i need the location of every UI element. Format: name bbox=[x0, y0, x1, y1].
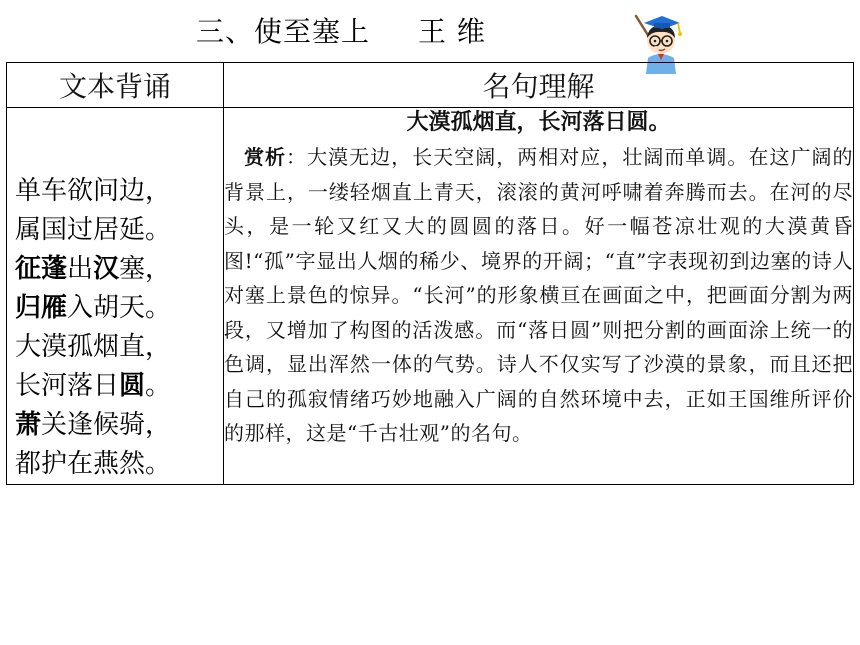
poem-line bbox=[15, 367, 223, 406]
poem-emphasis-char: 萧 bbox=[15, 410, 42, 440]
page-title bbox=[196, 10, 486, 50]
poem-title: 三、使至塞上 bbox=[196, 15, 371, 48]
table-header-row bbox=[7, 63, 854, 108]
poem-table bbox=[6, 62, 854, 485]
header-recitation: 文本背诵 bbox=[7, 63, 224, 108]
table-row bbox=[7, 108, 854, 485]
poem-line bbox=[15, 289, 223, 328]
poem-text-segment: 单车欲问边， bbox=[15, 176, 172, 206]
poem-line bbox=[15, 172, 223, 211]
analysis-cell bbox=[224, 108, 854, 485]
analysis-text: ：大漠无边，长天空阔，两相对应，壮阔而单调。在这广阔的背景上，一缕轻烟直上青天，滚滚的黄河呼啸着奔腾而去。在河的尽头，是一轮又红又大的圆圆的落日。好一幅苍凉壮观的大漠黄昏图!“孤”字显出人烟的稀少、境界的开阔；“直”字表现初到边塞的诗人对塞上景色的惊异。“长河”的形象横亘在画面之中，把画面分割为两段，又增加了构图的活泼感。而“落日圆”则把分割的画面涂上统一的色调，显出浑然一体的气势。诗人不仅实写了沙漠的景象，而且还把自己的孤寂情绪巧妙地融入广阔的自然环境中去，正如王国维所评价的那样，这是“千古壮观”的名句。 bbox=[224, 145, 854, 445]
poem-text-segment: 入胡天。 bbox=[67, 293, 172, 323]
poem-emphasis-char: 征蓬 bbox=[15, 254, 68, 284]
poem-emphasis-char: 圆 bbox=[119, 371, 146, 401]
header-understanding: 名句理解 bbox=[224, 63, 854, 108]
poem-text-segment: 长河落日 bbox=[15, 371, 120, 401]
poem-line bbox=[15, 211, 223, 250]
poem-line bbox=[15, 250, 223, 289]
poem-line bbox=[15, 328, 223, 367]
poem-emphasis-char: 汉 bbox=[93, 254, 120, 284]
poem-cell bbox=[7, 108, 224, 485]
poem-text-segment: 关逢候骑， bbox=[41, 410, 172, 440]
poem-author: 王 维 bbox=[418, 15, 486, 48]
poem-line bbox=[15, 445, 223, 484]
famous-line: 大漠孤烟直，长河落日圆。 bbox=[406, 110, 671, 135]
analysis-paragraph bbox=[224, 140, 853, 451]
poem-text-segment: 。 bbox=[145, 371, 172, 401]
analysis-label: 赏析 bbox=[244, 145, 287, 169]
poem-text bbox=[7, 108, 223, 484]
poem-line bbox=[15, 406, 223, 445]
poem-text-segment: 都护在燕然。 bbox=[15, 449, 172, 479]
poem-text-segment: 大漠孤烟直， bbox=[15, 332, 172, 362]
poem-emphasis-char: 归雁 bbox=[15, 293, 68, 323]
poem-text-segment: 属国过居延。 bbox=[15, 215, 172, 245]
poem-text-segment: 出 bbox=[67, 254, 94, 284]
poem-text-segment: 塞， bbox=[119, 254, 172, 284]
